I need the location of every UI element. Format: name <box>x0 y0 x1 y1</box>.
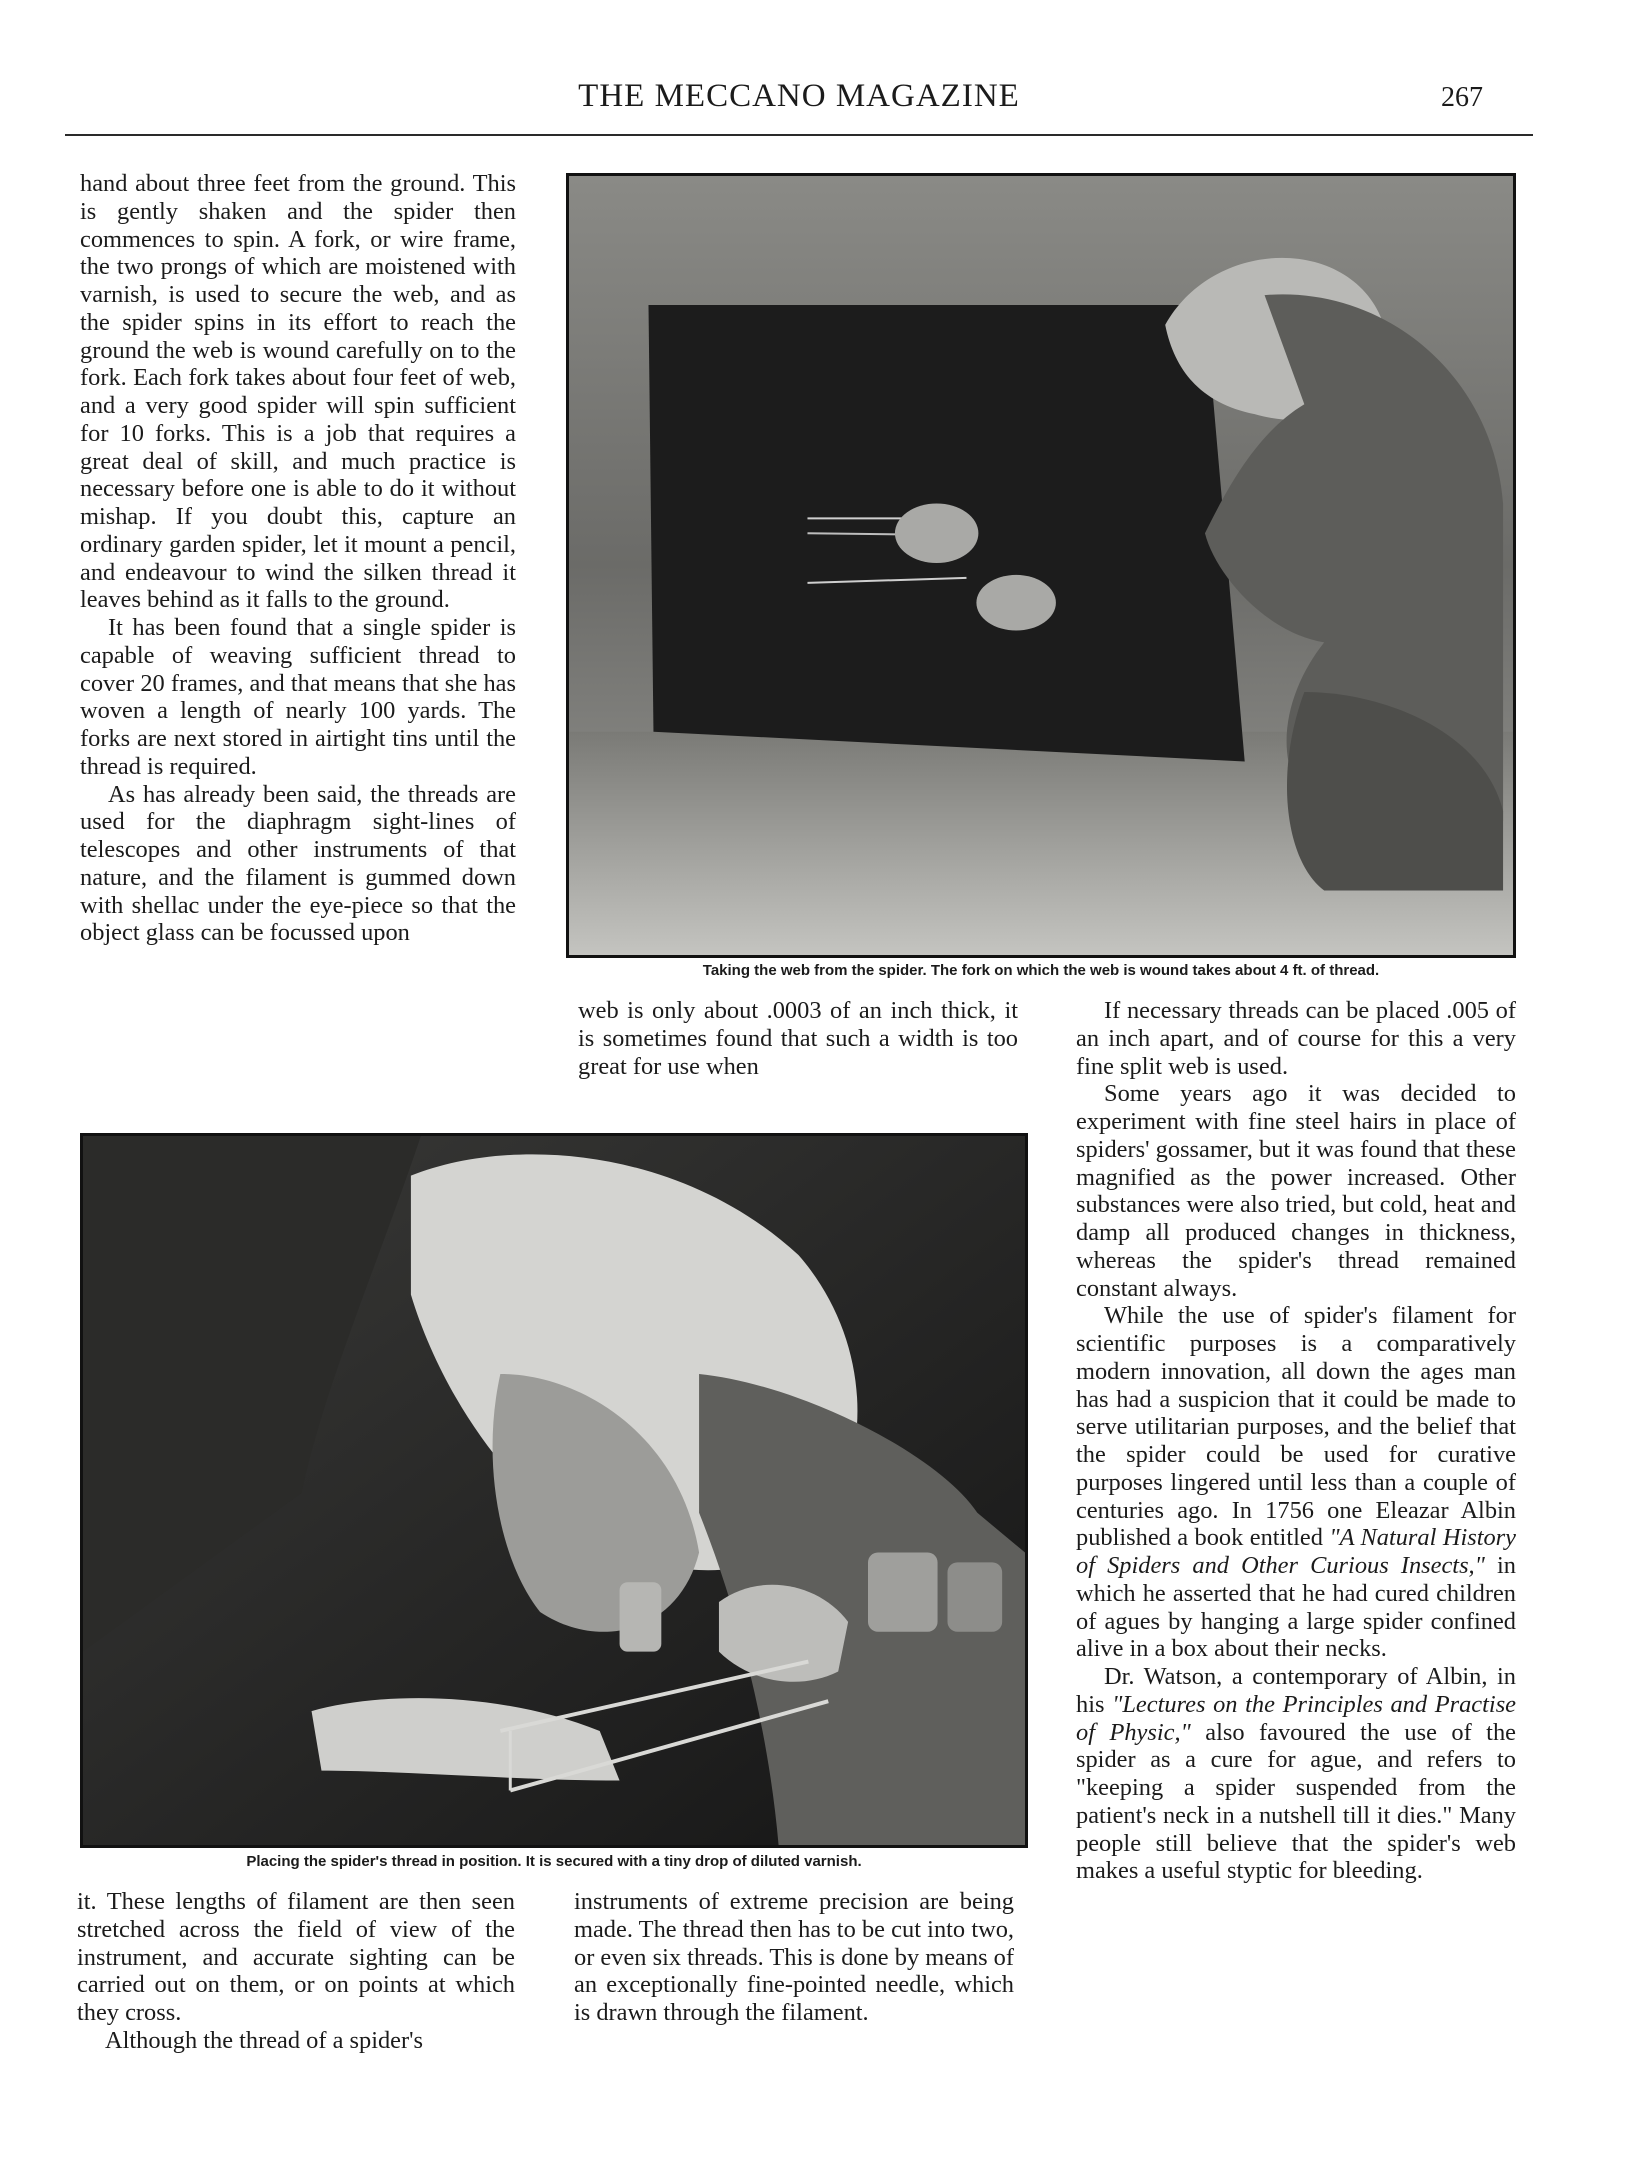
paragraph <box>1076 1663 1516 1885</box>
column-middle-top <box>578 997 1018 1080</box>
paragraph: Some years ago it was decided to experiment with fine steel hairs in place of spiders' gossamer, but it was found that these magnified as the power increased. Other substances were also tried, but cold, heat and damp all produced changes in thickness, whereas the spider's thread remained constant always. <box>1076 1080 1516 1302</box>
book-title: "A Natural History of Spiders and Other Curious Insects," <box>1076 1524 1517 1579</box>
paragraph <box>1076 1302 1516 1663</box>
photo-man-kneeling-illustration <box>569 176 1513 955</box>
paragraph: Although the thread of a spider's <box>105 2026 424 2054</box>
text-run: in which he asserted that he had cured children of agues by hanging a large spider confined alive in a box about their necks. <box>1076 1552 1516 1663</box>
paragraph: If necessary threads can be placed .005 of an inch apart, and of course for this a very fine split web is used. <box>1076 997 1516 1080</box>
header-rule <box>65 134 1533 136</box>
paragraph: web is only about .0003 of an inch thick, it is sometimes found that such a width is too great for use when <box>578 997 1018 1080</box>
page-number: 267 <box>1441 82 1483 113</box>
paragraph: hand about three feet from the ground. This is gently shaken and the spider then commences to spin. A fork, or wire frame, the two prongs of which are moistened with varnish, is used to secure the web, and as the spider spins in its effort to reach the ground the web is wound carefully on to the fork. Each fork takes about four feet of web, and a very good spider will spin sufficient for 10 forks. This is a job that requires a great deal of skill, and much practice is necessary before one is able to do it without mishap. If you doubt this, capture an ordinary garden spider, let it mount a pencil, and endeavour to wind the silken thread it leaves behind as it falls to the ground. <box>80 170 516 614</box>
page-header <box>65 72 1533 130</box>
text-run: also favoured the use of the spider as a cure for ague, and refers to "keeping a spider suspended from the patient's neck in a nutshell till it dies." Many people still believe that the spider's web makes a useful styptic for bleeding. <box>1076 1718 1516 1885</box>
text-run: Dr. Watson, a contemporary of Albin, in his <box>1076 1663 1516 1718</box>
paragraph: As has already been said, the threads are used for the diaphragm sight-lines of telescopes and other instruments of that nature, and the filament is gummed down with shellac under the eye-piece so that the object glass can be focussed upon <box>80 780 516 947</box>
column-right <box>1076 997 1516 1885</box>
column-middle-bottom <box>574 1888 1014 2027</box>
paragraph: It has been found that a single spider is capable of weaving sufficient thread to cover 20 frames, and that means that she has woven a length of nearly 100 yards. The forks are next stored in airtight tins until the thread is required. <box>80 614 516 780</box>
photo-web-from-spider <box>566 173 1516 958</box>
column-left-bottom <box>77 1888 515 2055</box>
paragraph: it. These lengths of filament are then seen stretched across the field of view of the instrument, and accurate sighting can be carried out on them, or on points at which they cross. <box>77 1888 515 2026</box>
photo-man-with-eyepiece-illustration <box>83 1136 1025 1845</box>
book-title: "Lectures on the Principles and Practise of Physic," <box>1076 1690 1517 1746</box>
magazine-title: THE MECCANO MAGAZINE <box>578 78 1020 114</box>
photo-placing-thread <box>80 1133 1028 1848</box>
column-left-top <box>80 170 516 947</box>
photo-caption-bottom: Placing the spider's thread in position. It is secured with a tiny drop of diluted varnish. <box>246 1853 862 1870</box>
photo-caption-top: Taking the web from the spider. The fork on which the web is wound takes about 4 ft. of thread. <box>702 962 1380 979</box>
paragraph: instruments of extreme precision are being made. The thread then has to be cut into two, or even six threads. This is done by means of an exceptionally fine-pointed needle, which is drawn through the filament. <box>574 1888 1014 2026</box>
text-run: While the use of spider's filament for scientific purposes is a comparatively modern innovation, all down the ages man has had a suspicion that it could be made to serve utilitarian purposes, and the belief that the spider could be used for curative purposes lingered until less than a couple of centuries ago. In 1756 one Eleazar Albin published a book entitled <box>1076 1302 1516 1552</box>
